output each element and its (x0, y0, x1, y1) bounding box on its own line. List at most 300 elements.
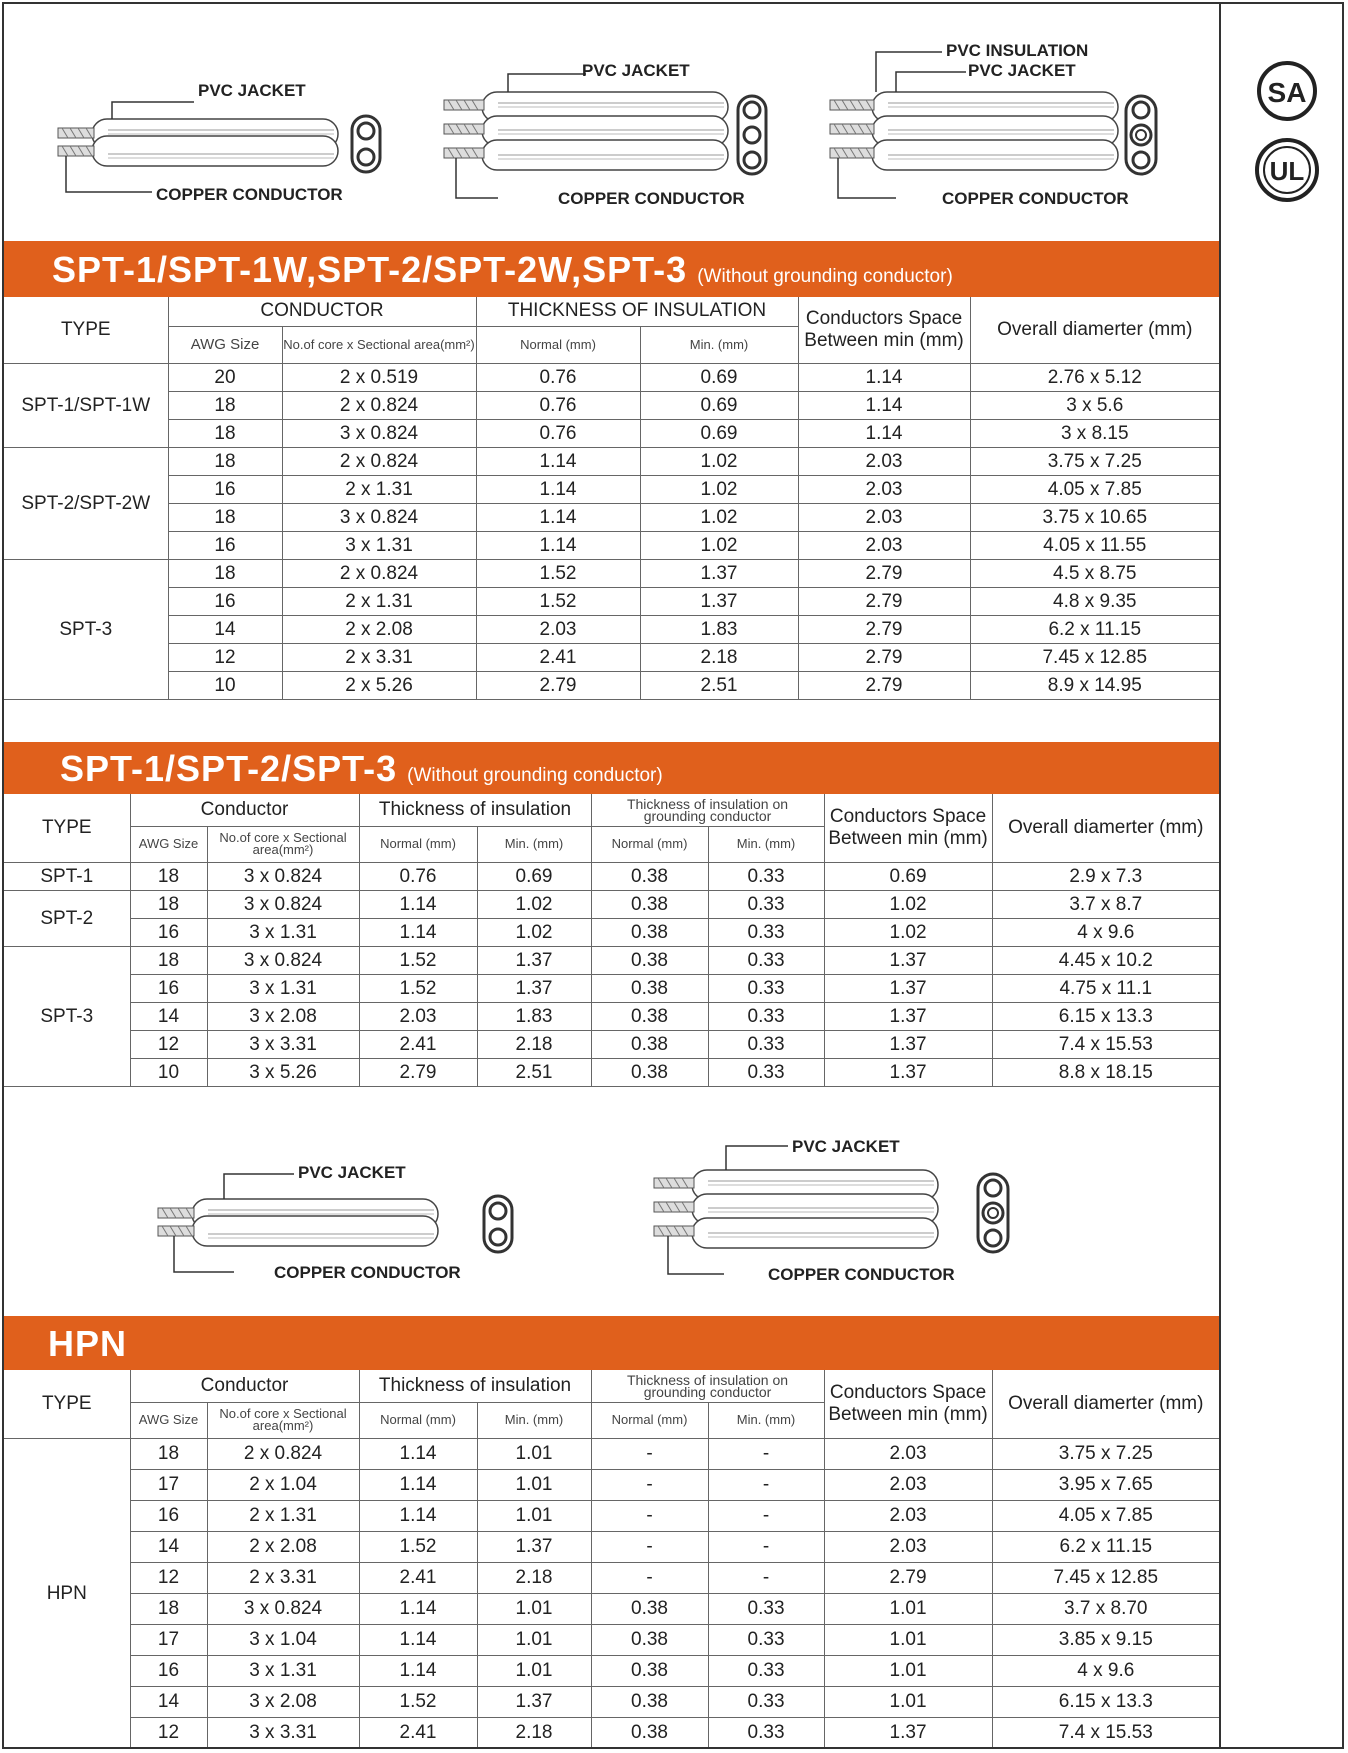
table-cell: 1.52 (359, 1531, 477, 1562)
table-cell: 6.15 x 13.3 (992, 1002, 1219, 1030)
table-cell: 1.14 (476, 503, 640, 531)
header-ground-normal: Normal (mm) (591, 1402, 708, 1438)
table-cell: 0.69 (640, 419, 798, 447)
table-cell: 2.76 x 5.12 (970, 363, 1219, 391)
table-row (4, 363, 1219, 391)
table-row (4, 974, 1219, 1002)
table-row (4, 1438, 1219, 1469)
table-cell: 14 (130, 1686, 207, 1717)
section-title: SPT-1/SPT-2/SPT-3 (Without grounding conductor) (60, 748, 663, 789)
table-cell: - (591, 1469, 708, 1500)
table-row (4, 1002, 1219, 1030)
table-cell: 1.02 (640, 531, 798, 559)
table-row (4, 1500, 1219, 1531)
table-cell: 1.14 (359, 918, 477, 946)
table-cell: 2.03 (798, 447, 970, 475)
table-cell: 2.03 (824, 1469, 992, 1500)
table-cell: 2.03 (798, 503, 970, 531)
table-cell: 4 x 9.6 (992, 1655, 1219, 1686)
header-awg: AWG Size (130, 1402, 207, 1438)
spec-sheet-page (2, 2, 1344, 1749)
table-cell: 3 x 5.26 (207, 1058, 359, 1086)
table-cell: 1.02 (640, 503, 798, 531)
table-cell: 18 (130, 1593, 207, 1624)
table-cell: 20 (168, 363, 282, 391)
header-ground-normal: Normal (mm) (591, 826, 708, 862)
table-cell: 2 x 3.31 (207, 1562, 359, 1593)
header-conductor: CONDUCTOR (168, 297, 476, 326)
table-row (4, 391, 1219, 419)
table-cell: 3.7 x 8.7 (992, 890, 1219, 918)
table-cell: 2.18 (477, 1030, 591, 1058)
table-cell: 1.37 (640, 587, 798, 615)
table-cell: 2.79 (798, 615, 970, 643)
table-cell: 2.03 (798, 475, 970, 503)
table-cell: 2.79 (798, 587, 970, 615)
table-cell: 2.18 (477, 1562, 591, 1593)
table-cell: 14 (130, 1002, 207, 1030)
table-cell: - (708, 1469, 824, 1500)
table-cell: 3.75 x 10.65 (970, 503, 1219, 531)
table-cell: 1.14 (798, 391, 970, 419)
table-cell: 0.76 (476, 391, 640, 419)
table-cell: 12 (168, 643, 282, 671)
table-row (4, 615, 1219, 643)
diagram-three-core-insulated (824, 34, 1204, 214)
header-type: TYPE (4, 1370, 130, 1438)
section-subtitle: (Without grounding conductor) (407, 765, 663, 786)
table-cell: 1.02 (640, 475, 798, 503)
header-ground-thickness: Thickness of insulation on grounding conductor (591, 1370, 824, 1402)
header-overall: Overall diamerter (mm) (992, 794, 1219, 862)
table-cell: 1.14 (798, 363, 970, 391)
table-cell: 1.14 (359, 890, 477, 918)
table-cell: 0.33 (708, 1058, 824, 1086)
header-area: No.of core x Sectional area(mm²) (207, 1402, 359, 1438)
label-copper-conductor: COPPER CONDUCTOR (274, 1263, 461, 1282)
table-cell: 6.2 x 11.15 (992, 1531, 1219, 1562)
table-cell: 3.95 x 7.65 (992, 1469, 1219, 1500)
table-cell: 2.51 (477, 1058, 591, 1086)
table-cell: 3 x 3.31 (207, 1030, 359, 1058)
table-cell: 3 x 0.824 (207, 890, 359, 918)
table-cell: 3.75 x 7.25 (970, 447, 1219, 475)
table-cell: 1.52 (476, 559, 640, 587)
table-cell: 0.76 (359, 862, 477, 890)
table-cell: 7.45 x 12.85 (970, 643, 1219, 671)
table-row (4, 890, 1219, 918)
table-cell: 2.41 (476, 643, 640, 671)
table-cell: 1.01 (477, 1655, 591, 1686)
table-cell: 1.14 (359, 1655, 477, 1686)
table-cell: 0.38 (591, 918, 708, 946)
header-type: TYPE (4, 297, 168, 363)
table-cell: 3.85 x 9.15 (992, 1624, 1219, 1655)
table-cell: 3 x 8.15 (970, 419, 1219, 447)
table-cell: 4 x 9.6 (992, 918, 1219, 946)
table-row (4, 447, 1219, 475)
cable-jacket-drawing (444, 92, 728, 170)
table-cell: 0.33 (708, 1624, 824, 1655)
cable-jacket-drawing (654, 1170, 938, 1248)
header-space: Conductors Space Between min (mm) (824, 794, 992, 862)
table-cell: - (708, 1500, 824, 1531)
header-conductor: Conductor (130, 794, 359, 826)
table-cell: 1.14 (359, 1500, 477, 1531)
table-cell: 2.79 (476, 671, 640, 699)
header-ground-min: Min. (mm) (708, 1402, 824, 1438)
table-cell: 2.79 (359, 1058, 477, 1086)
table-cell: 1.14 (359, 1593, 477, 1624)
cell-type: SPT-2 (4, 890, 130, 946)
table-cell: 1.14 (359, 1469, 477, 1500)
table-cell: 0.38 (591, 974, 708, 1002)
section-title: SPT-1/SPT-1W,SPT-2/SPT-2W,SPT-3 (Without grounding conductor) (52, 249, 953, 290)
table-cell: 2 x 0.824 (282, 391, 476, 419)
table-cell: 2 x 0.519 (282, 363, 476, 391)
table-row (4, 1562, 1219, 1593)
table-cell: 16 (168, 587, 282, 615)
table-cell: 1.37 (477, 1686, 591, 1717)
table-cell: 1.14 (476, 475, 640, 503)
table-cell: 0.38 (591, 890, 708, 918)
table-cell: - (591, 1531, 708, 1562)
cell-type: SPT-1 (4, 862, 130, 890)
csa-logo (1256, 60, 1318, 122)
section-subtitle: (Without grounding conductor) (697, 266, 953, 287)
table-cell: 0.69 (640, 363, 798, 391)
section-banner-spt1-spt2-spt3-grounded (4, 742, 1219, 794)
table-cell: 1.02 (477, 890, 591, 918)
table-cell: 18 (130, 1438, 207, 1469)
label-pvc-jacket: PVC JACKET (968, 61, 1076, 80)
table-cell: 16 (168, 475, 282, 503)
table-cell: - (708, 1562, 824, 1593)
label-pvc-jacket: PVC JACKET (582, 61, 690, 80)
table-cell: 17 (130, 1469, 207, 1500)
header-awg: AWG Size (130, 826, 207, 862)
table-cell: 0.38 (591, 1717, 708, 1748)
table-cell: 3 x 1.31 (207, 918, 359, 946)
cell-type: HPN (4, 1438, 130, 1748)
table-row (4, 918, 1219, 946)
table-row (4, 1655, 1219, 1686)
table-cell: 0.38 (591, 1002, 708, 1030)
table-cell: 0.38 (591, 946, 708, 974)
table-cell: 4.05 x 7.85 (970, 475, 1219, 503)
header-normal: Normal (mm) (476, 326, 640, 363)
header-conductor: Conductor (130, 1370, 359, 1402)
table-cell: 2 x 2.08 (207, 1531, 359, 1562)
table-cell: 4.45 x 10.2 (992, 946, 1219, 974)
table-cell: 1.14 (476, 531, 640, 559)
table-cell: 0.69 (477, 862, 591, 890)
table-cell: 1.02 (824, 918, 992, 946)
table-cell: 18 (130, 890, 207, 918)
table-cell: 16 (168, 531, 282, 559)
table-cell: - (591, 1500, 708, 1531)
table-cell: 0.76 (476, 363, 640, 391)
table-cell: 3 x 1.04 (207, 1624, 359, 1655)
header-area: No.of core x Sectional area(mm²) (207, 826, 359, 862)
table-cell: 1.02 (640, 447, 798, 475)
cell-type: SPT-1/SPT-1W (4, 363, 168, 447)
table-cell: 18 (168, 503, 282, 531)
table-cell: 12 (130, 1030, 207, 1058)
table-cell: 3 x 1.31 (282, 531, 476, 559)
table-cell: 2 x 3.31 (282, 643, 476, 671)
table-cell: 1.01 (824, 1686, 992, 1717)
header-overall: Overall diamerter (mm) (970, 297, 1219, 363)
main-content (4, 4, 1221, 1747)
label-pvc-insulation: PVC INSULATION (946, 41, 1089, 60)
table-row (4, 419, 1219, 447)
table-cell: 0.33 (708, 1030, 824, 1058)
table-row (4, 1058, 1219, 1086)
table-cell: 3 x 0.824 (282, 419, 476, 447)
table-cell: 2.03 (824, 1531, 992, 1562)
table-cell: 1.01 (824, 1655, 992, 1686)
table-cell: 1.14 (476, 447, 640, 475)
header-thickness: THICKNESS OF INSULATION (476, 297, 798, 326)
table-cell: 0.33 (708, 1686, 824, 1717)
table-cell: 0.33 (708, 890, 824, 918)
table-row (4, 503, 1219, 531)
label-pvc-jacket: PVC JACKET (792, 1137, 900, 1156)
table-cell: 1.37 (824, 1002, 992, 1030)
header-thickness: Thickness of insulation (359, 1370, 591, 1402)
header-min: Min. (mm) (640, 326, 798, 363)
table-cell: 4.5 x 8.75 (970, 559, 1219, 587)
table-cell: 1.37 (824, 1717, 992, 1748)
table-cell: 2.03 (824, 1500, 992, 1531)
table-cell: 1.01 (477, 1593, 591, 1624)
header-normal: Normal (mm) (359, 1402, 477, 1438)
label-copper-conductor: COPPER CONDUCTOR (558, 189, 745, 208)
table-cell: 1.37 (824, 946, 992, 974)
header-ground-thickness: Thickness of insulation on grounding conductor (591, 794, 824, 826)
label-copper-conductor: COPPER CONDUCTOR (156, 185, 343, 204)
spec-table-spt-grounded (4, 794, 1219, 1087)
table-cell: 2.9 x 7.3 (992, 862, 1219, 890)
table-cell: 7.4 x 15.53 (992, 1030, 1219, 1058)
table-cell: 16 (130, 918, 207, 946)
table-cell: - (708, 1531, 824, 1562)
table-row (4, 587, 1219, 615)
cross-section-drawing (978, 1174, 1008, 1252)
header-thickness: Thickness of insulation (359, 794, 591, 826)
table-cell: 3.7 x 8.70 (992, 1593, 1219, 1624)
table-cell: 3 x 0.824 (282, 503, 476, 531)
table-cell: 2.41 (359, 1562, 477, 1593)
header-overall: Overall diamerter (mm) (992, 1370, 1219, 1438)
table-cell: 3 x 2.08 (207, 1002, 359, 1030)
cross-section-drawing (352, 116, 380, 172)
table-cell: 2.18 (477, 1717, 591, 1748)
table-row (4, 643, 1219, 671)
table-row (4, 1531, 1219, 1562)
table-cell: 1.01 (477, 1624, 591, 1655)
cross-section-drawing (484, 1196, 512, 1252)
table-row (4, 1469, 1219, 1500)
table-cell: 1.14 (359, 1624, 477, 1655)
table-cell: 2 x 0.824 (282, 447, 476, 475)
table-row (4, 1624, 1219, 1655)
table-cell: 3 x 5.6 (970, 391, 1219, 419)
header-space: Conductors Space Between min (mm) (824, 1370, 992, 1438)
label-copper-conductor: COPPER CONDUCTOR (942, 189, 1129, 208)
table-cell: 10 (130, 1058, 207, 1086)
table-cell: 8.9 x 14.95 (970, 671, 1219, 699)
table-cell: 0.38 (591, 1655, 708, 1686)
table-cell: 3.75 x 7.25 (992, 1438, 1219, 1469)
table-cell: - (591, 1438, 708, 1469)
table-cell: 2 x 1.31 (282, 475, 476, 503)
table-row (4, 475, 1219, 503)
table-row (4, 1593, 1219, 1624)
cable-jacket-drawing (158, 1199, 438, 1246)
table-cell: 1.37 (824, 1058, 992, 1086)
table-cell: 6.2 x 11.15 (970, 615, 1219, 643)
header-normal: Normal (mm) (359, 826, 477, 862)
table-cell: 1.01 (477, 1438, 591, 1469)
table-cell: 2 x 5.26 (282, 671, 476, 699)
table-cell: 0.33 (708, 1593, 824, 1624)
table-row (4, 946, 1219, 974)
header-area: No.of core x Sectional area(mm²) (282, 326, 476, 363)
table-cell: 16 (130, 1500, 207, 1531)
table-cell: 10 (168, 671, 282, 699)
header-awg: AWG Size (168, 326, 282, 363)
table-row (4, 671, 1219, 699)
table-row (4, 559, 1219, 587)
table-cell: 1.83 (477, 1002, 591, 1030)
certification-column (1221, 4, 1342, 1747)
table-cell: 3 x 0.824 (207, 1593, 359, 1624)
table-cell: 0.33 (708, 1717, 824, 1748)
cable-jacket-drawing (830, 92, 1118, 170)
table-cell: 1.37 (824, 974, 992, 1002)
table-cell: 1.52 (476, 587, 640, 615)
table-cell: 0.38 (591, 1686, 708, 1717)
section-title: HPN (48, 1323, 128, 1364)
table-cell: 1.37 (824, 1030, 992, 1058)
cross-section-drawing (1126, 96, 1156, 174)
table-cell: 3 x 0.824 (207, 946, 359, 974)
table-cell: 0.38 (591, 1030, 708, 1058)
table-cell: 0.33 (708, 974, 824, 1002)
table-cell: 2.79 (798, 643, 970, 671)
ul-logo-text: UL (1269, 156, 1305, 186)
cell-type: SPT-3 (4, 946, 130, 1086)
diagram-three-core-spt (434, 54, 794, 214)
table-cell: 18 (168, 419, 282, 447)
table-cell: 1.01 (477, 1500, 591, 1531)
table-cell: 2 x 1.31 (207, 1500, 359, 1531)
csa-logo-text: SA (1267, 77, 1307, 108)
table-cell: 17 (130, 1624, 207, 1655)
table-cell: 1.52 (359, 946, 477, 974)
table-cell: 0.33 (708, 1002, 824, 1030)
table-cell: 1.01 (824, 1624, 992, 1655)
table-row (4, 531, 1219, 559)
table-cell: 2.79 (824, 1562, 992, 1593)
table-cell: 0.33 (708, 946, 824, 974)
cable-jacket-drawing (58, 119, 338, 166)
table-cell: 1.14 (359, 1438, 477, 1469)
table-cell: 2 x 2.08 (282, 615, 476, 643)
label-pvc-jacket: PVC JACKET (198, 81, 306, 100)
spec-table-spt1-spt2-spt3 (4, 297, 1219, 700)
table-cell: 3 x 3.31 (207, 1717, 359, 1748)
table-cell: 6.15 x 13.3 (992, 1686, 1219, 1717)
table-cell: 2.51 (640, 671, 798, 699)
label-pvc-jacket: PVC JACKET (298, 1163, 406, 1182)
table-cell: 2 x 0.824 (207, 1438, 359, 1469)
table-cell: 4.05 x 7.85 (992, 1500, 1219, 1531)
table-row (4, 862, 1219, 890)
table-cell: 0.33 (708, 862, 824, 890)
table-cell: 18 (130, 946, 207, 974)
table-cell: 4.8 x 9.35 (970, 587, 1219, 615)
section-banner-spt1-spt2-spt3 (4, 241, 1219, 297)
header-min: Min. (mm) (477, 1402, 591, 1438)
table-cell: 1.83 (640, 615, 798, 643)
table-cell: 1.02 (477, 918, 591, 946)
diagram-three-core-hpn (644, 1132, 1024, 1292)
table-cell: 0.33 (708, 1655, 824, 1686)
table-cell: 7.4 x 15.53 (992, 1717, 1219, 1748)
table-cell: 2.03 (824, 1438, 992, 1469)
diagram-two-core-hpn (144, 1144, 524, 1294)
table-cell: 14 (130, 1531, 207, 1562)
table-cell: 12 (130, 1562, 207, 1593)
diagram-two-core-spt1 (44, 64, 404, 214)
table-cell: 1.37 (640, 559, 798, 587)
cell-type: SPT-2/SPT-2W (4, 447, 168, 559)
table-cell: - (708, 1438, 824, 1469)
table-cell: 3 x 2.08 (207, 1686, 359, 1717)
table-cell: 16 (130, 1655, 207, 1686)
table-cell: 2.03 (476, 615, 640, 643)
table-row (4, 1686, 1219, 1717)
table-cell: 0.38 (591, 862, 708, 890)
table-cell: 2.18 (640, 643, 798, 671)
table-cell: 18 (130, 862, 207, 890)
table-cell: 0.33 (708, 918, 824, 946)
table-cell: 16 (130, 974, 207, 1002)
table-cell: 2.03 (798, 531, 970, 559)
header-type: TYPE (4, 794, 130, 862)
table-cell: 2 x 1.31 (282, 587, 476, 615)
table-cell: 12 (130, 1717, 207, 1748)
header-min: Min. (mm) (477, 826, 591, 862)
table-cell: 4.75 x 11.1 (992, 974, 1219, 1002)
header-space: Conductors Space Between min (mm) (798, 297, 970, 363)
table-cell: 2.03 (359, 1002, 477, 1030)
table-cell: 2 x 1.04 (207, 1469, 359, 1500)
ul-logo (1254, 137, 1320, 203)
table-cell: 1.52 (359, 1686, 477, 1717)
table-cell: 0.38 (591, 1593, 708, 1624)
table-cell: 1.01 (477, 1469, 591, 1500)
table-cell: 1.37 (477, 946, 591, 974)
table-cell: 2.79 (798, 671, 970, 699)
table-cell: 8.8 x 18.15 (992, 1058, 1219, 1086)
cell-type: SPT-3 (4, 559, 168, 699)
table-cell: 0.76 (476, 419, 640, 447)
table-cell: 2 x 0.824 (282, 559, 476, 587)
